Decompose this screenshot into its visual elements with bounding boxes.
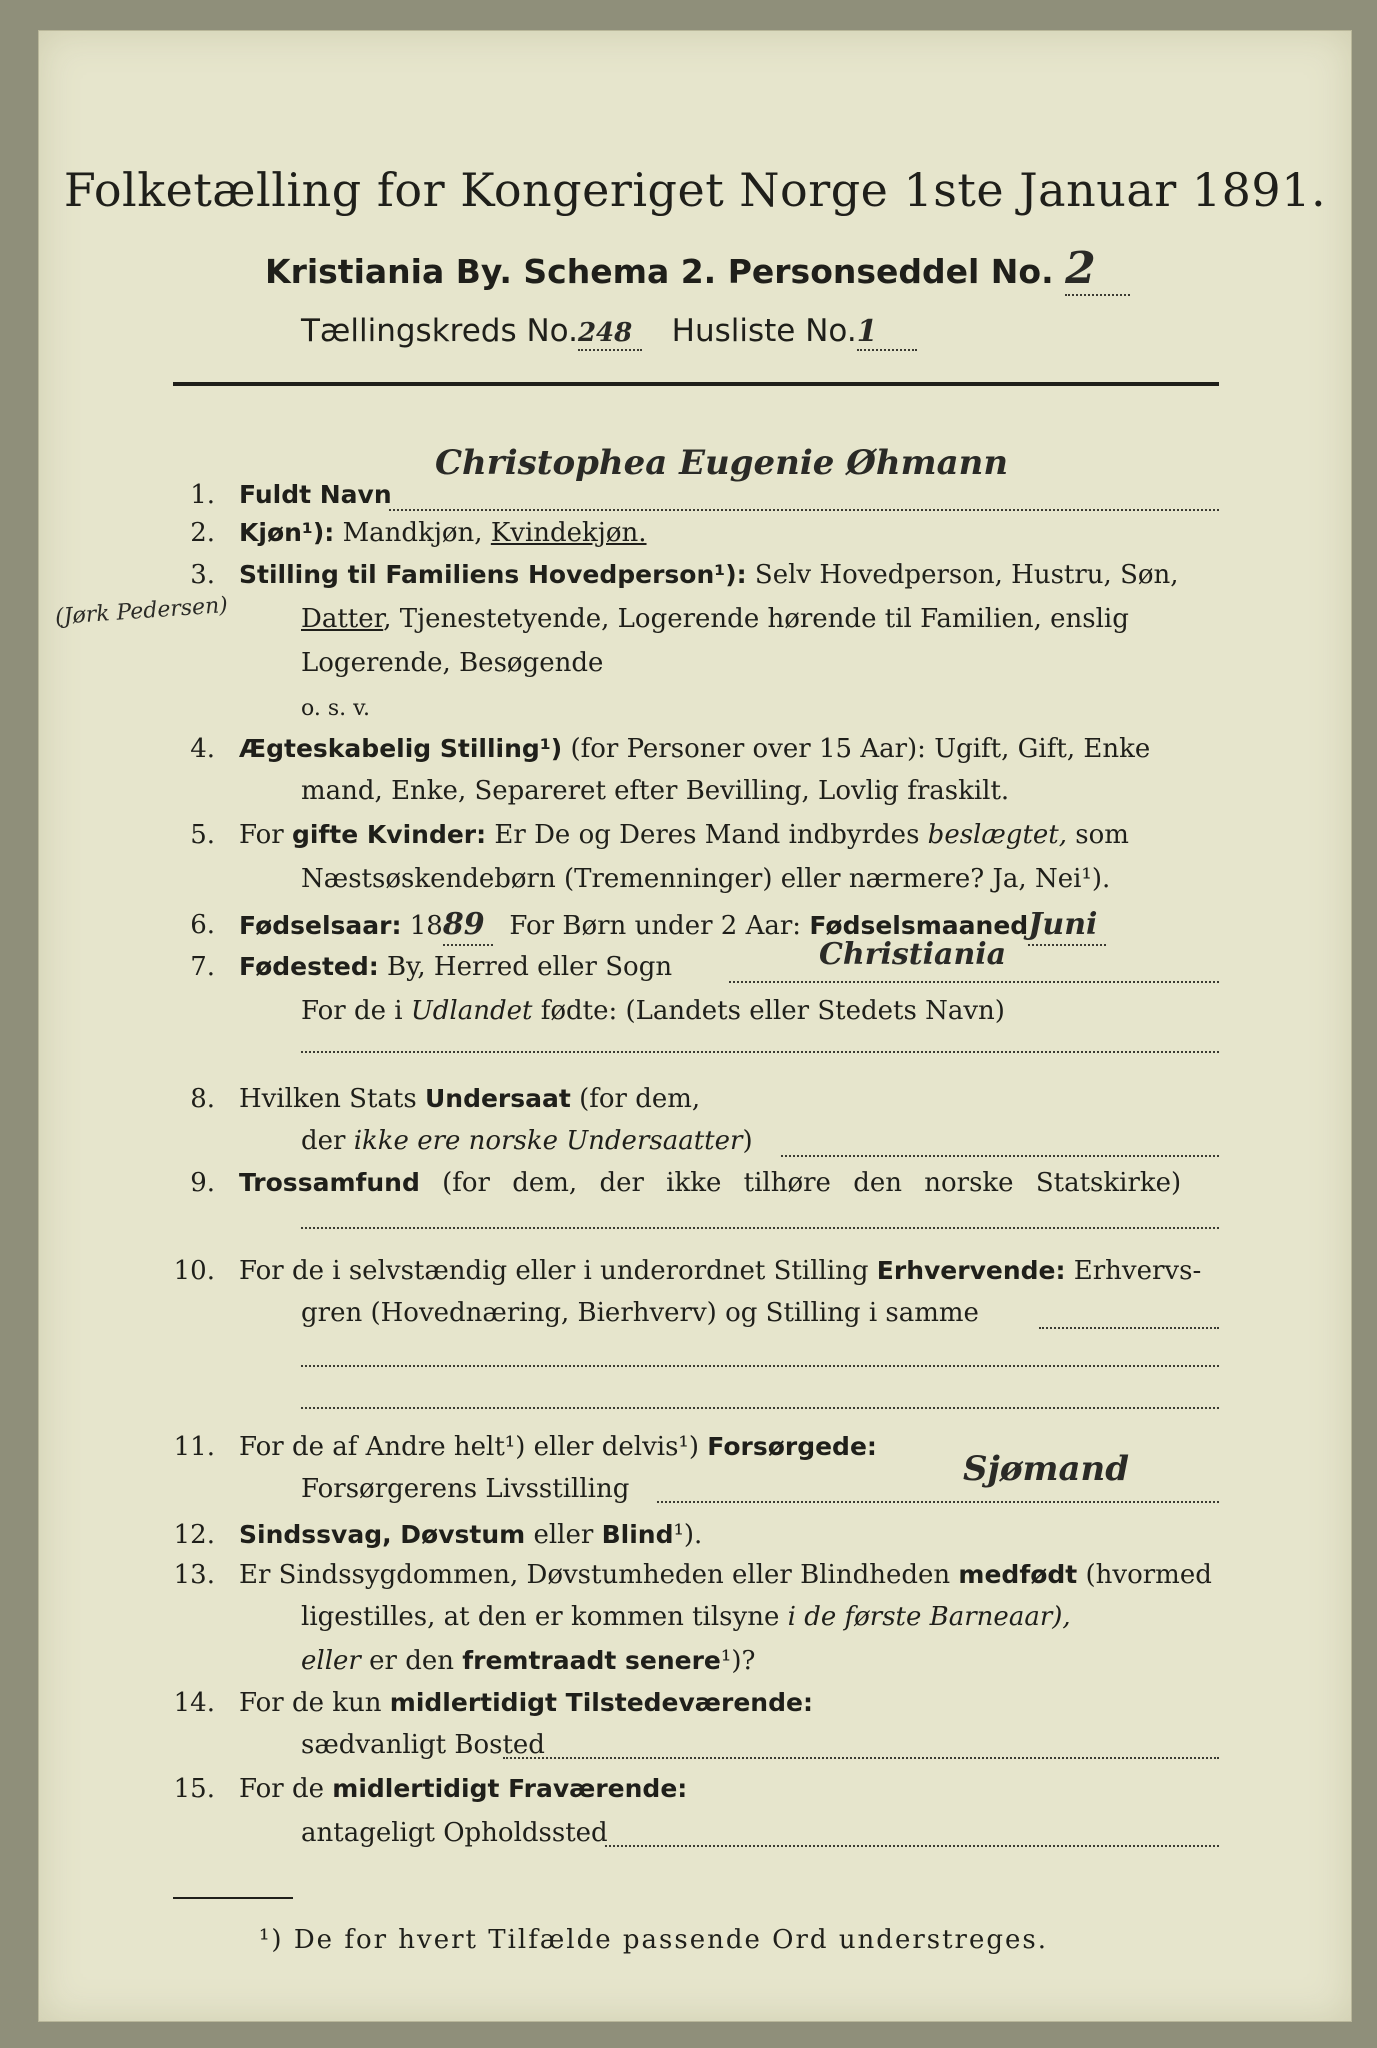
item-number: 3. bbox=[190, 560, 215, 590]
item-12-text: Sindssvag, Døvstum eller Blind¹). bbox=[239, 1520, 703, 1550]
item-11-text-l1: For de af Andre helt¹) eller delvis¹) Forsørgede: bbox=[239, 1432, 877, 1462]
item-8-text-l2: der ikke ere norske Undersaatter) bbox=[301, 1126, 753, 1156]
footnote: ¹) De for hvert Tilfælde passende Ord understreges. bbox=[259, 1925, 1049, 1955]
religion-line bbox=[301, 1227, 1219, 1229]
footnote-rule bbox=[173, 1897, 293, 1899]
item-15-text-l1: For de midlertidigt Fraværende: bbox=[239, 1774, 688, 1804]
nationality-line bbox=[781, 1155, 1219, 1157]
item-7-text-l2: For de i Udlandet fødte: (Landets eller Stedets Navn) bbox=[301, 996, 1005, 1026]
handwritten-provider: Sjømand bbox=[963, 1449, 1130, 1489]
item-9-text: Trossamfund (for dem, der ikke tilhøre den norske Statskirke) bbox=[239, 1168, 1182, 1198]
personseddel-number: 2 bbox=[1065, 243, 1096, 294]
birthplace-line bbox=[729, 981, 1219, 983]
item-11-text-l2: Forsørgerens Livsstilling bbox=[301, 1474, 630, 1504]
item-7-text-l1: Fødested: By, Herred eller Sogn bbox=[239, 952, 673, 982]
item-14-text-l2: sædvanligt Bosted bbox=[301, 1730, 545, 1760]
tellingskreds-label: Tællingskreds No. bbox=[301, 313, 578, 349]
item-number: 14. bbox=[173, 1688, 215, 1718]
item-14-text-l1: For de kun midlertidigt Tilstedeværende: bbox=[239, 1688, 813, 1718]
item-number: 11. bbox=[173, 1432, 215, 1462]
item-3-text-l2: Datter, Tjenestetyende, Logerende hørende til Familien, enslig bbox=[301, 604, 1129, 634]
husliste-number: 1 bbox=[856, 314, 878, 349]
foreign-birthplace-line bbox=[301, 1051, 1219, 1053]
item-13-text-l1: Er Sindssygdommen, Døvstumheden eller Blindheden medfødt (hvormed bbox=[239, 1560, 1212, 1590]
item-5-text-l2: Næstsøskendebørn (Tremenninger) eller nærmere? Ja, Nei¹). bbox=[301, 864, 1111, 894]
header-rule bbox=[173, 382, 1219, 386]
district-line bbox=[301, 313, 917, 351]
tellingskreds-number: 248 bbox=[577, 318, 633, 348]
item-15-text-l2: antageligt Opholdssted bbox=[301, 1818, 608, 1848]
item-number: 5. bbox=[190, 820, 215, 850]
handwritten-birthplace: Christiania bbox=[819, 937, 1007, 972]
margin-annotation: (Jørk Pedersen) bbox=[54, 592, 229, 631]
occupation-line-1 bbox=[1039, 1327, 1219, 1329]
item-number: 13. bbox=[173, 1560, 215, 1590]
item-number: 1. bbox=[190, 480, 215, 510]
schema-label: Kristiania By. Schema 2. Personseddel No. bbox=[265, 252, 1054, 291]
item-number: 9. bbox=[190, 1168, 215, 1198]
item-2-text: Kjøn¹): Mandkjøn, Kvindekjøn. bbox=[239, 518, 647, 548]
census-form-page bbox=[38, 30, 1352, 2022]
item-number: 8. bbox=[190, 1084, 215, 1114]
occupation-line-3 bbox=[301, 1407, 1219, 1409]
item-10-text-l2: gren (Hovednæring, Bierhverv) og Stilling i samme bbox=[301, 1298, 979, 1328]
husliste-label: Husliste No. bbox=[671, 313, 857, 349]
item-number: 6. bbox=[190, 910, 215, 940]
item-6-text: Fødselsaar: 1889 For Børn under 2 Aar: FødselsmaanedJuni bbox=[239, 907, 1106, 946]
item-4-text-l1: Ægteskabelig Stilling¹) (for Personer over 15 Aar): Ugift, Gift, Enke bbox=[239, 734, 1151, 764]
item-13-text-l3: eller er den fremtraadt senere¹)? bbox=[301, 1646, 756, 1676]
item-3-text-l4: o. s. v. bbox=[301, 696, 370, 721]
item-8-text-l1: Hvilken Stats Undersaat (for dem, bbox=[239, 1084, 701, 1114]
form-subtitle bbox=[265, 243, 1130, 296]
name-line bbox=[389, 509, 1219, 511]
item-13-text-l2: ligestilles, at den er kommen tilsyne i de første Barneaar), bbox=[301, 1602, 1071, 1632]
item-number: 7. bbox=[190, 952, 215, 982]
item-1-label: Fuldt Navn bbox=[239, 480, 392, 509]
item-3-text-l1: Stilling til Familiens Hovedperson¹): Selv Hovedperson, Hustru, Søn, bbox=[239, 560, 1179, 590]
occupation-line-2 bbox=[301, 1365, 1219, 1367]
item-3-text-l3: Logerende, Besøgende bbox=[301, 648, 604, 678]
item-number: 12. bbox=[173, 1520, 215, 1550]
item-number: 10. bbox=[173, 1256, 215, 1286]
form-title: Folketælling for Kongeriget Norge 1ste Januar 1891. bbox=[63, 163, 1327, 217]
item-number: 4. bbox=[190, 734, 215, 764]
item-number: 2. bbox=[190, 518, 215, 548]
handwritten-name: Christophea Eugenie Øhmann bbox=[435, 443, 1009, 483]
item-10-text-l1: For de i selvstændig eller i underordnet Stilling Erhvervende: Erhvervs- bbox=[239, 1256, 1202, 1286]
item-number: 15. bbox=[173, 1774, 215, 1804]
residence-line bbox=[503, 1757, 1219, 1759]
provider-line bbox=[657, 1501, 1219, 1503]
stay-line bbox=[605, 1845, 1219, 1847]
item-4-text-l2: mand, Enke, Separeret efter Bevilling, Lovlig fraskilt. bbox=[301, 776, 1010, 806]
item-5-text-l1: For gifte Kvinder: Er De og Deres Mand indbyrdes beslægtet, som bbox=[239, 820, 1129, 850]
